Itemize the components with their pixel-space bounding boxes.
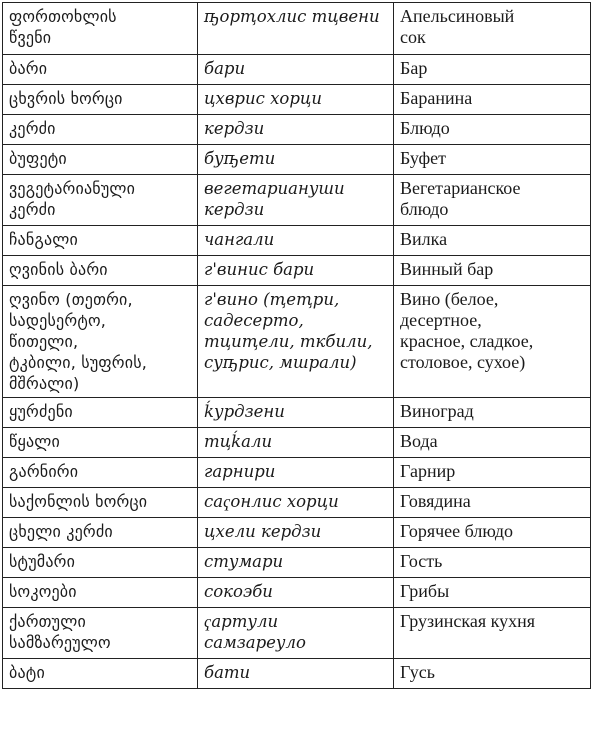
georgian-word: წყალი [3,428,198,458]
georgian-word: ქართული სამზარეულო [3,608,198,659]
russian-translation: Грибы [394,578,591,608]
transliteration: бари [198,55,394,85]
transliteration: саҁонлис хорци [198,488,394,518]
table-row [3,548,591,578]
georgian-word: ვეგეტარიანული კერძი [3,175,198,226]
table-row [3,3,591,55]
russian-translation: Гость [394,548,591,578]
georgian-word: გარნირი [3,458,198,488]
russian-translation: Бар [394,55,591,85]
russian-translation: Вино (белое, десертное, красное, сладкое, столовое, сухое) [394,286,591,398]
transliteration: сокоэби [198,578,394,608]
georgian-word: ღვინო (თეთრი, სადესერტო, წითელი, ტკბილი, სუფრის, მშრალი) [3,286,198,398]
russian-translation: Гусь [394,659,591,689]
georgian-word: ბატი [3,659,198,689]
russian-translation: Вилка [394,226,591,256]
transliteration: буҧети [198,145,394,175]
georgian-word: ღვინის ბარი [3,256,198,286]
russian-translation: Виноград [394,398,591,428]
table-row [3,608,591,659]
russian-translation: Грузинская кухня [394,608,591,659]
russian-translation: Блюдо [394,115,591,145]
russian-translation: Буфет [394,145,591,175]
table-row [3,398,591,428]
russian-translation: Говядина [394,488,591,518]
vocabulary-table-body [3,3,591,689]
table-row [3,458,591,488]
table-row [3,85,591,115]
table-row [3,518,591,548]
georgian-word: ცხელი კერძი [3,518,198,548]
transliteration: цхврис хорци [198,85,394,115]
table-row [3,115,591,145]
russian-translation: Баранина [394,85,591,115]
transliteration: г'винис бари [198,256,394,286]
transliteration: стумари [198,548,394,578]
table-row [3,578,591,608]
georgian-word: ყურძენი [3,398,198,428]
table-row [3,55,591,85]
table-row [3,428,591,458]
table-row [3,488,591,518]
russian-translation: Винный бар [394,256,591,286]
transliteration: тцḱали [198,428,394,458]
georgian-word: ბუფეტი [3,145,198,175]
phrasebook-page [2,2,590,689]
georgian-word: სტუმარი [3,548,198,578]
table-row [3,145,591,175]
transliteration: ҧорҭохлис тцвени [198,3,394,55]
transliteration: цхели кердзи [198,518,394,548]
vocabulary-table [2,2,591,689]
transliteration: ḱурдзени [198,398,394,428]
georgian-word: საქონლის ხორცი [3,488,198,518]
table-row [3,175,591,226]
table-row [3,226,591,256]
georgian-word: ჩანგალი [3,226,198,256]
russian-translation: Вода [394,428,591,458]
transliteration: г'вино (ҭеҭри, садесерто, тциҭели, ткбили, суҧрис, мшрали) [198,286,394,398]
transliteration: ҁартули самзареуло [198,608,394,659]
russian-translation: Горячее блюдо [394,518,591,548]
table-row [3,286,591,398]
transliteration: вегетариануши кердзи [198,175,394,226]
table-row [3,256,591,286]
transliteration: чангали [198,226,394,256]
georgian-word: ბარი [3,55,198,85]
georgian-word: სოკოები [3,578,198,608]
russian-translation: Гарнир [394,458,591,488]
georgian-word: ფორთოხლის წვენი [3,3,198,55]
transliteration: бати [198,659,394,689]
transliteration: кердзи [198,115,394,145]
transliteration: гарнири [198,458,394,488]
georgian-word: ცხვრის ხორცი [3,85,198,115]
table-row [3,659,591,689]
russian-translation: Вегетарианское блюдо [394,175,591,226]
russian-translation: Апельсиновый сок [394,3,591,55]
georgian-word: კერძი [3,115,198,145]
